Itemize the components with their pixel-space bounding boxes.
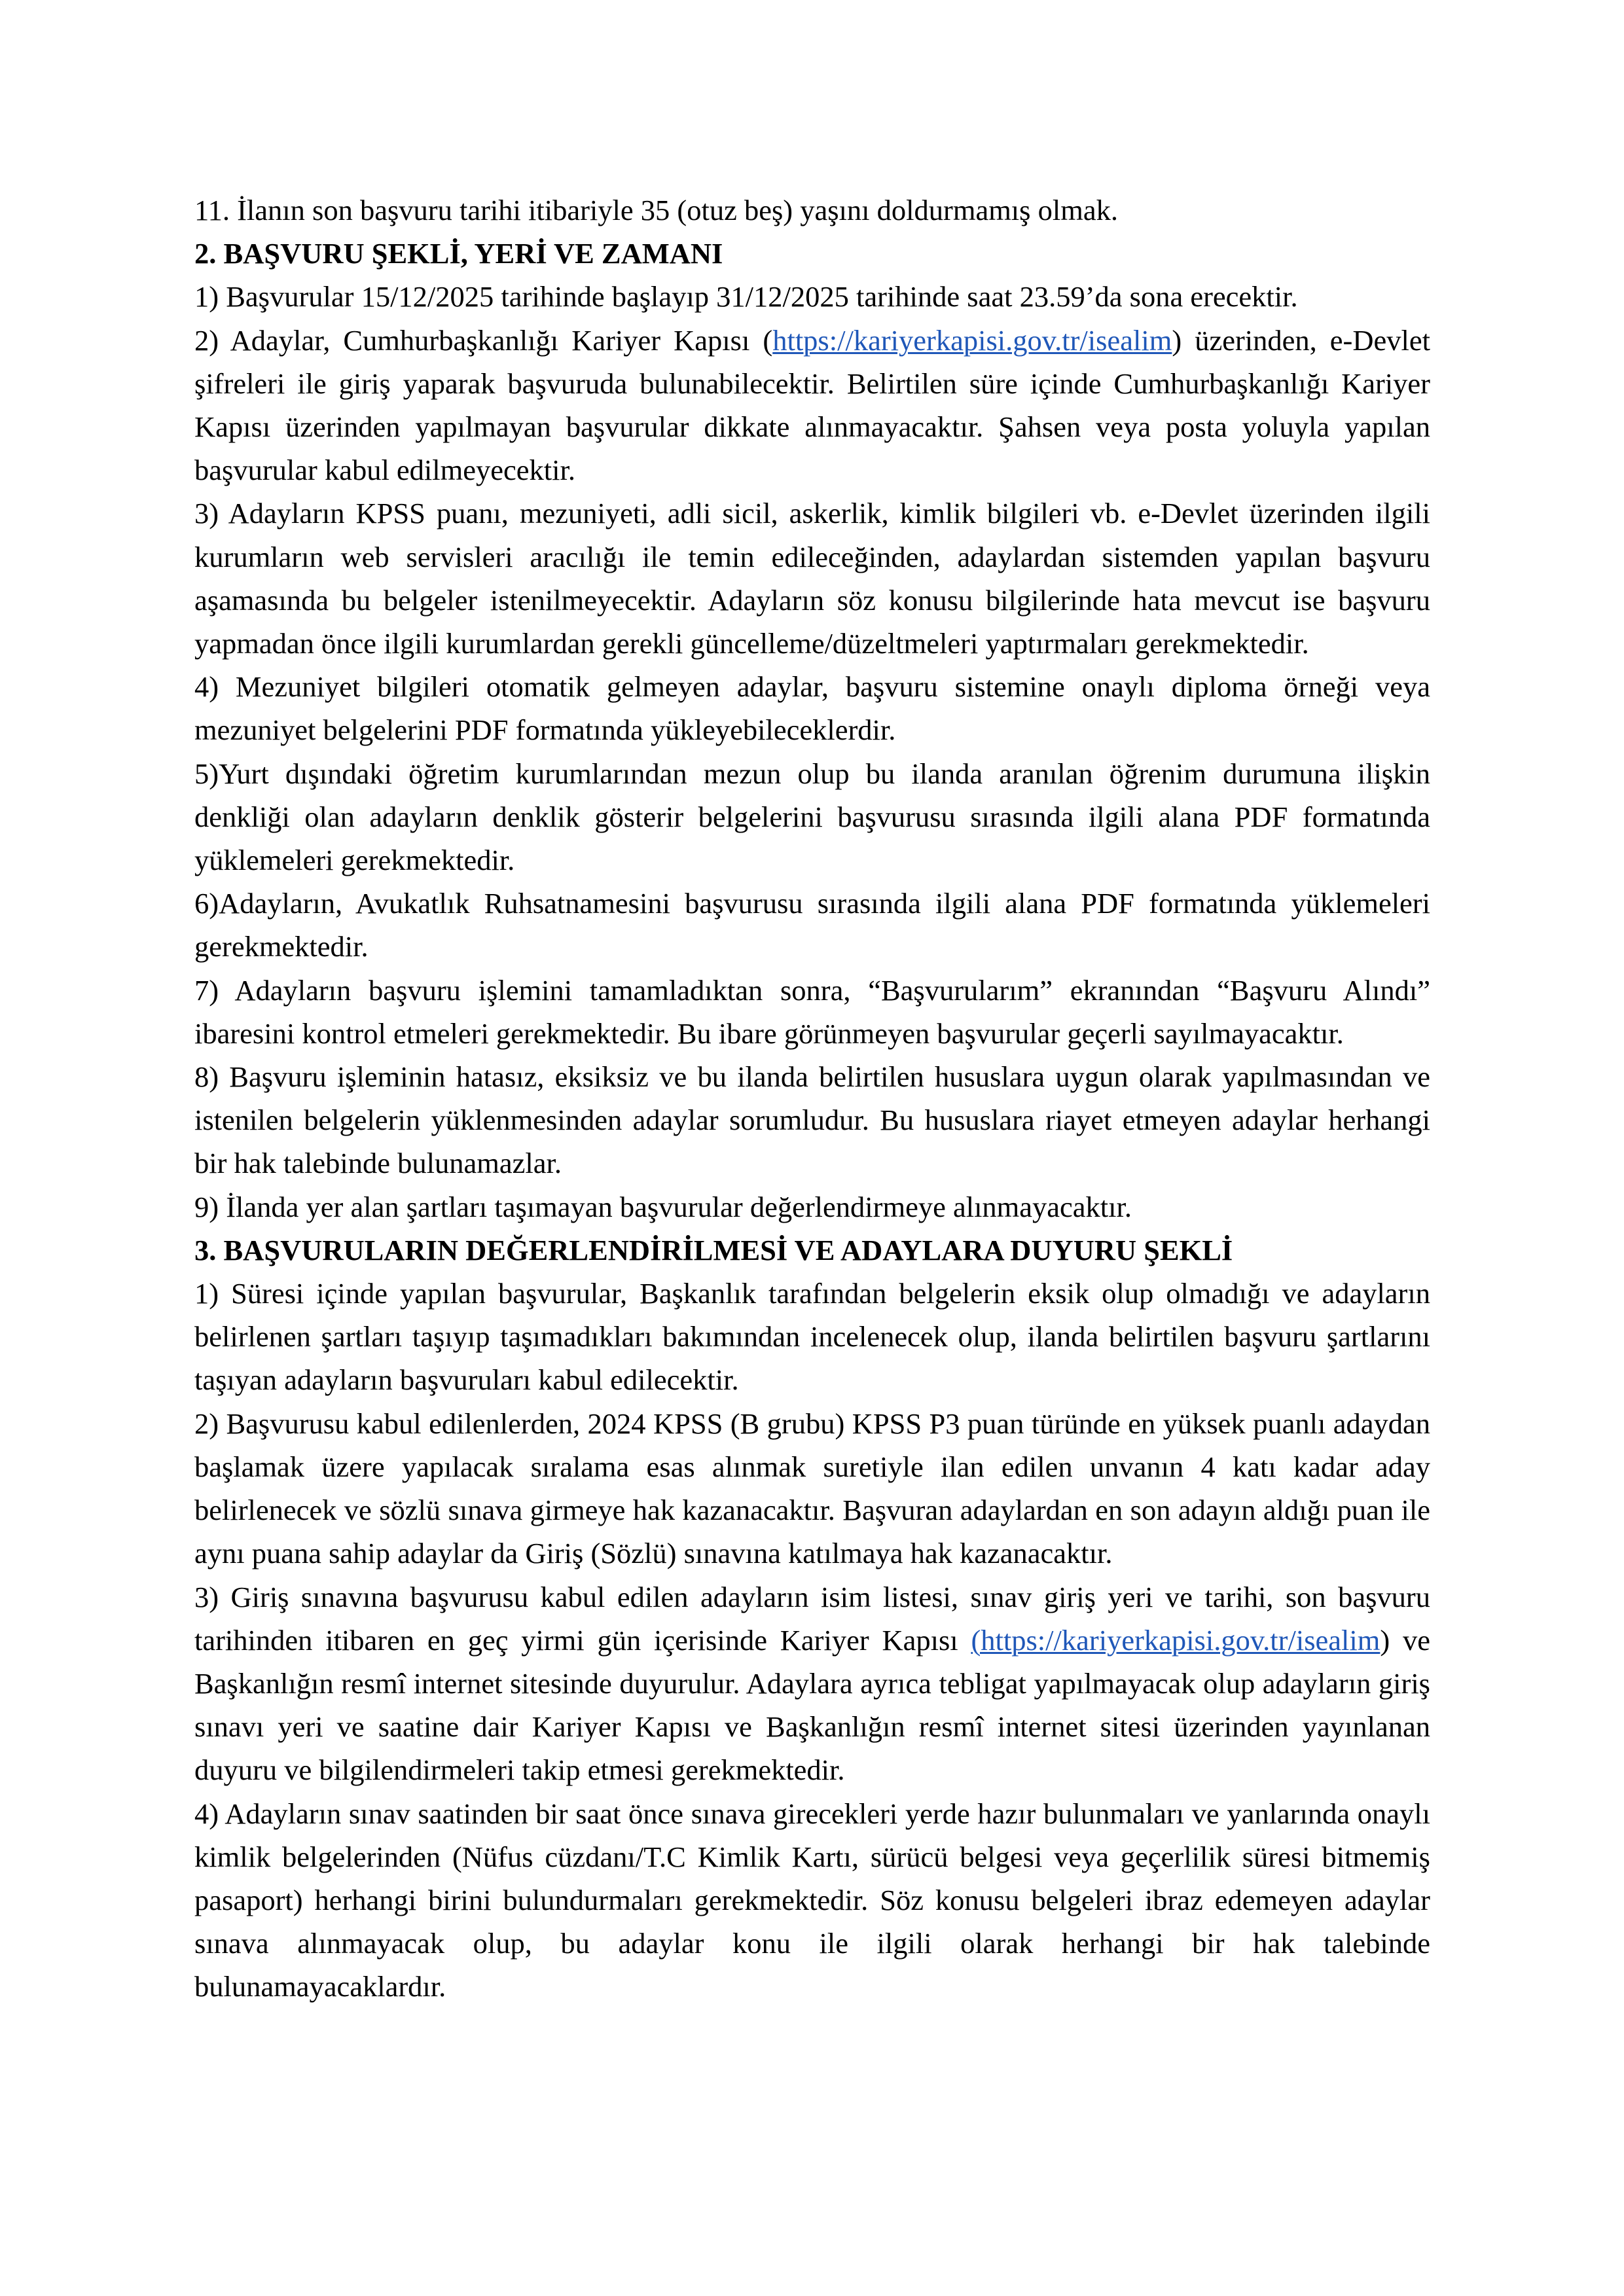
section3-paragraph-2: 2) Başvurusu kabul edilenlerden, 2024 KPSS (B grubu) KPSS P3 puan türünde en yüksek puanlı adaydan başlamak üzere yapılacak sıralama esas alınmak suretiyle ilan edilen unvanın 4 katı kadar aday belirlenecek ve sözlü sınava girmeye hak kazanacaktır. Başvuran adaylardan en son adayın aldığı puan ile aynı puana sahip adaylar da Giriş (Sözlü) sınavına katılmaya hak kazanacaktır. <box>194 1407 1430 1570</box>
section3-paragraph-4: 4) Adayların sınav saatinden bir saat önce sınava girecekleri yerde hazır bulunmaları ve yanlarında onaylı kimlik belgelerinden (Nüfus cüzdanı/T.C Kimlik Kartı, sürücü belgesi veya geçerlilik süresi bitmemiş pasaport) herhangi birini bulundurmaları gerekmektedir. Söz konusu belgeleri ibraz edemeyen adaylar sınava alınmayacak olup, bu adaylar konu ile ilgili olarak herhangi bir hak talebinde bulunamayacaklardır. <box>194 1797 1430 2003</box>
section2-paragraph-3: 3) Adayların KPSS puanı, mezuniyeti, adli sicil, askerlik, kimlik bilgileri vb. e-Devlet üzerinden ilgili kurumların web servisleri aracılığı ile temin edileceğinden, adaylardan sistemden yapılan başvuru aşamasında bu belgeler istenilmeyecektir. Adayların söz konusu bilgilerinde hata mevcut ise başvuru yapmadan önce ilgili kurumlardan gerekli güncelleme/düzeltmeleri yaptırmaları gerekmektedir. <box>194 497 1430 660</box>
section3-paragraph-3 <box>194 1575 1430 1792</box>
section2-paragraph-6: 6)Adayların, Avukatlık Ruhsatnamesini başvurusu sırasında ilgili alana PDF formatında yüklemeleri gerekmektedir. <box>194 887 1430 963</box>
section-heading-3: 3. BAŞVURULARIN DEĞERLENDİRİLMESİ VE ADAYLARA DUYURU ŞEKLİ <box>194 1233 1233 1266</box>
kariyer-kapisi-link-2[interactable]: (https://kariyerkapisi.gov.tr/isealim <box>971 1623 1380 1657</box>
section2-paragraph-8: 8) Başvuru işleminin hatasız, eksiksiz ve bu ilanda belirtilen hususlara uygun olarak yapılmasından ve istenilen belgelerin yüklenmesinden adaylar sorumludur. Bu hususlara riayet etmeyen adaylar herhangi bir hak talebinde bulunamazlar. <box>194 1060 1430 1180</box>
kariyer-kapisi-link-1[interactable]: https://kariyerkapisi.gov.tr/isealim <box>772 323 1172 357</box>
section3-paragraph-3-suffix: ) ve Başkanlığın resmî internet sitesinde duyurulur. Adaylara ayrıca tebligat yapılmayacak olup adayların giriş sınavı yeri ve saatine dair Kariyer Kapısı ve Başkanlığın resmî internet sitesi üzerinden yayınlanan duyuru ve bilgilendirmeleri takip etmesi gerekmektedir. <box>194 1623 1430 1787</box>
section2-paragraph-2-suffix: ) üzerinden, e-Devlet şifreleri ile giriş yaparak başvuruda bulunabilecektir. Belirtilen süre içinde Cumhurbaşkanlığı Kariyer Kapısı üzerinden yapılmayan başvurular dikkate alınmayacaktır. Şahsen veya posta yoluyla yapılan başvurular kabul edilmeyecektir. <box>194 323 1430 487</box>
section2-paragraph-4: 4) Mezuniyet bilgileri otomatik gelmeyen adaylar, başvuru sistemine onaylı diploma örneği veya mezuniyet belgelerini PDF formatında yükleyebileceklerdir. <box>194 670 1430 747</box>
section2-paragraph-7: 7) Adayların başvuru işlemini tamamladıktan sonra, “Başvurularım” ekranından “Başvuru Alındı” ibaresini kontrol etmeleri gerekmektedir. Bu ibare görünmeyen başvurular geçerli sayılmayacaktır. <box>194 973 1430 1050</box>
section2-paragraph-5: 5)Yurt dışındaki öğretim kurumlarından mezun olup bu ilanda aranılan öğrenim durumuna ilişkin denkliği olan adayların denklik gösterir belgelerini başvurusu sırasında ilgili alana PDF formatında yüklemeleri gerekmektedir. <box>194 757 1430 877</box>
section2-paragraph-2-prefix: 2) Adaylar, Cumhurbaşkanlığı Kariyer Kapısı ( <box>194 323 773 357</box>
document-body <box>194 188 1430 2009</box>
section2-paragraph-9: 9) İlanda yer alan şartları taşımayan başvurular değerlendirmeye alınmayacaktır. <box>194 1190 1132 1223</box>
section3-paragraph-3-prefix: 3) Giriş sınavına başvurusu kabul edilen adayların isim listesi, sınav giriş yeri ve tarihi, son başvuru tarihinden itibaren en geç yirmi gün içerisinde Kariyer Kapısı <box>194 1580 1430 1657</box>
section2-paragraph-2 <box>194 319 1430 492</box>
section3-paragraph-1: 1) Süresi içinde yapılan başvurular, Başkanlık tarafından belgelerin eksik olup olmadığı ve adayların belirlenen şartları taşıyıp taşımadıkları bakımından incelenecek olup, ilanda belirtilen başvuru şartlarını taşıyan adayların başvuruları kabul edilecektir. <box>194 1277 1430 1397</box>
section-heading-2: 2. BAŞVURU ŞEKLİ, YERİ VE ZAMANI <box>194 237 723 270</box>
section2-paragraph-1: 1) Başvurular 15/12/2025 tarihinde başlayıp 31/12/2025 tarihinde saat 23.59’da sona erecektir. <box>194 280 1298 314</box>
list-item-11: 11. İlanın son başvuru tarihi itibariyle 35 (otuz beş) yaşını doldurmamış olmak. <box>194 194 1118 226</box>
